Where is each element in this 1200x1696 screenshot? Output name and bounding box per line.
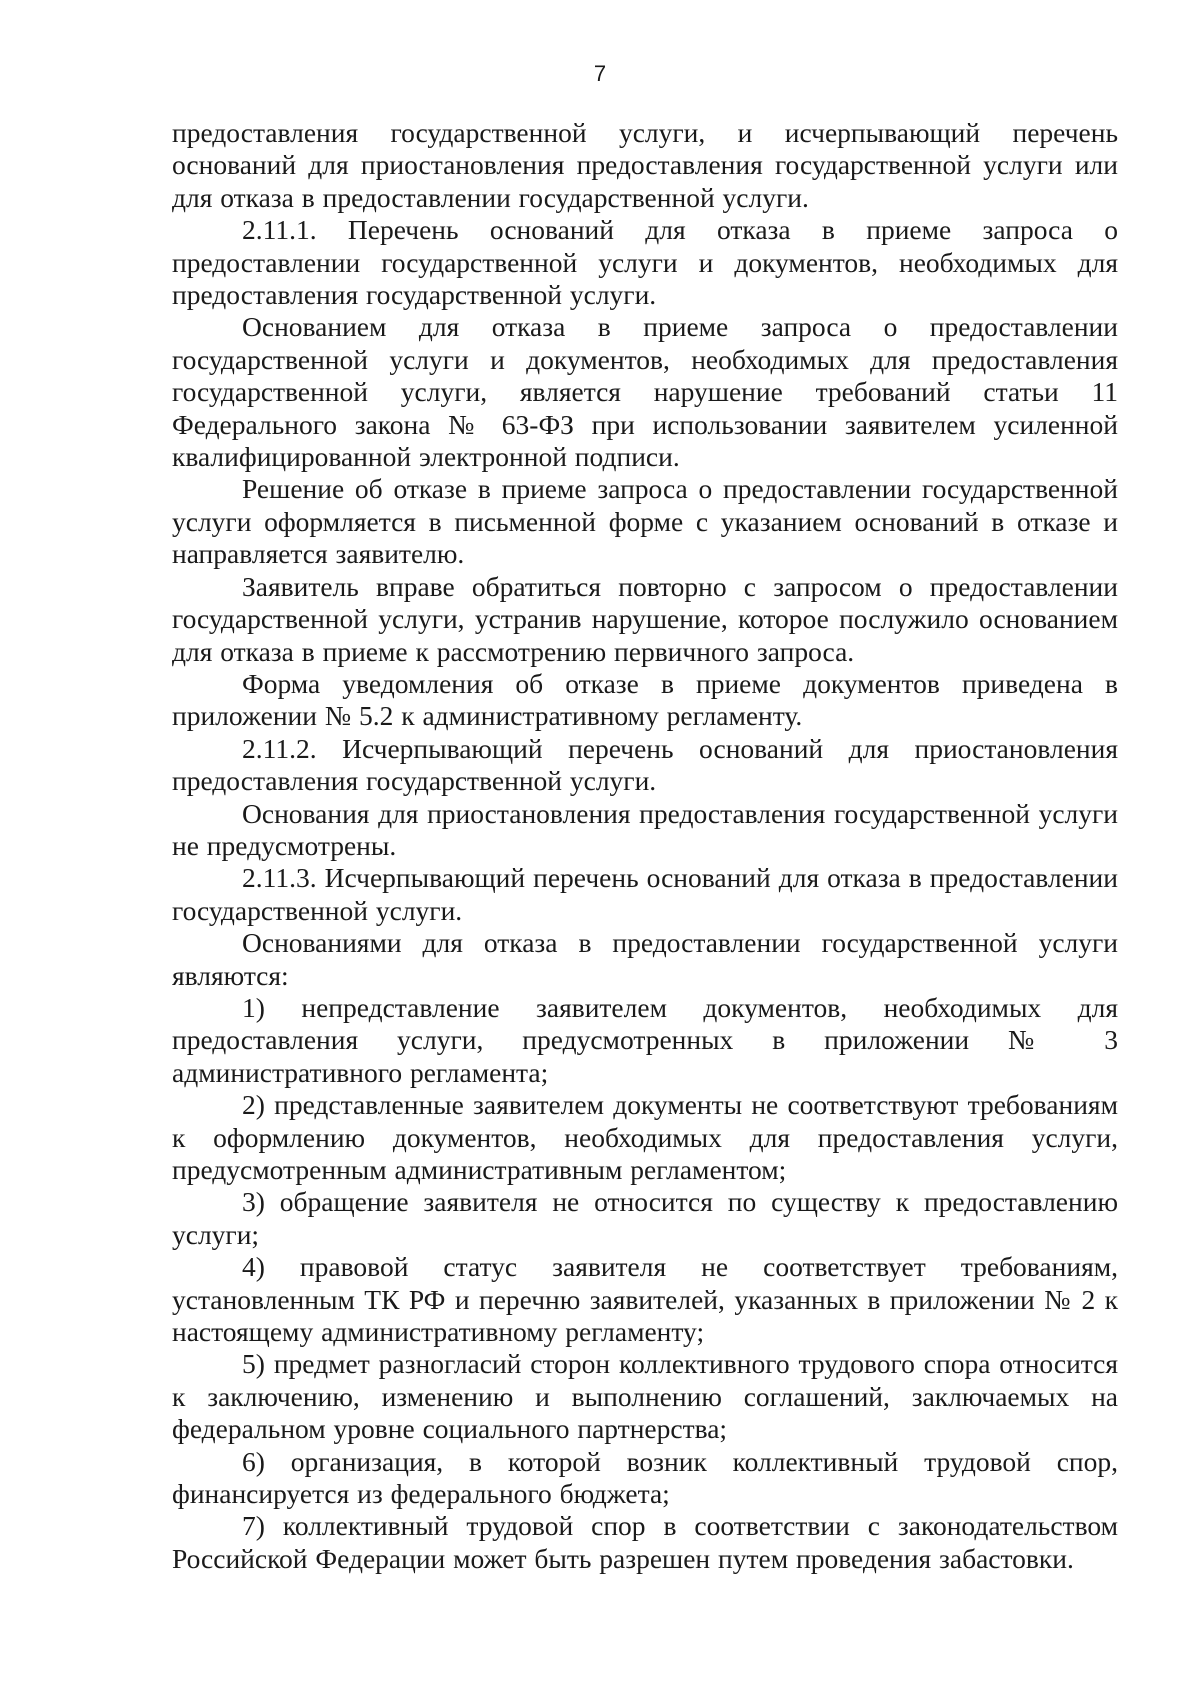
document-body — [172, 117, 1118, 1575]
section-heading-2-11-3: 2.11.3. Исчерпывающий перечень оснований для отказа в предоставлении государственной услуги. — [172, 862, 1118, 926]
paragraph-notification-form: Форма уведомления об отказе в приеме документов приведена в приложении № 5.2 к административному регламенту. — [172, 667, 1118, 732]
paragraph-no-suspension: Основания для приостановления предоставления государственной услуги не предусмотрены. — [172, 797, 1118, 861]
paragraph-refusal-decision: Решение об отказе в приеме запроса о предоставлении государственной услуги оформляется в письменной форме с указанием оснований в отказе и направляется заявителю. — [172, 473, 1118, 570]
list-item-2: 2) представленные заявителем документы не соответствуют требованиям к оформлению документов, необходимых для предоставления услуги, предусмотренным административным регламентом; — [172, 1089, 1118, 1185]
list-item-4: 4) правовой статус заявителя не соответствует требованиям, установленным ТК РФ и перечню заявителей, указанных в приложении № 2 к настоящему административному регламенту; — [172, 1251, 1118, 1348]
section-heading-2-11-1: 2.11.1. Перечень оснований для отказа в приеме запроса о предоставлении государственной услуги и документов, необходимых для предоставления государственной услуги. — [172, 214, 1118, 311]
list-item-3: 3) обращение заявителя не относится по существу к предоставлению услуги; — [172, 1186, 1118, 1250]
page-number: 7 — [593, 61, 607, 86]
list-item-5: 5) предмет разногласий сторон коллективного трудового спора относится к заключению, изменению и выполнению соглашений, заключаемых на федеральном уровне социального партнерства; — [172, 1348, 1118, 1445]
list-item-6: 6) организация, в которой возник коллективный трудовой спор, финансируется из федерального бюджета; — [172, 1445, 1118, 1510]
paragraph-grounds-intro: Основаниями для отказа в предоставлении государственной услуги являются: — [172, 927, 1118, 991]
list-item-7: 7) коллективный трудовой спор в соответствии с законодательством Российской Федерации может быть разрешен путем проведения забастовки. — [172, 1510, 1118, 1574]
paragraph-continuation: предоставления государственной услуги, и исчерпывающий перечень оснований для приостановления предоставления государственной услуги или для отказа в предоставлении государственной услуги. — [172, 117, 1118, 213]
section-heading-2-11-2: 2.11.2. Исчерпывающий перечень оснований для приостановления предоставления государственной услуги. — [172, 732, 1118, 797]
paragraph-refusal-basis: Основанием для отказа в приеме запроса о предоставлении государственной услуги и документов, необходимых для предоставления государственной услуги, является нарушение требований статьи 11 Федерального закона № 63-ФЗ при использовании заявителем усиленной квалифицированной электронной подписи. — [172, 311, 1118, 473]
list-item-1: 1) непредставление заявителем документов, необходимых для предоставления услуги, предусмотренных в приложении № 3 административного регламента; — [172, 991, 1118, 1088]
paragraph-reapply: Заявитель вправе обратиться повторно с запросом о предоставлении государственной услуги, устранив нарушение, которое послужило основанием для отказа в приеме к рассмотрению первичного запроса. — [172, 570, 1118, 667]
